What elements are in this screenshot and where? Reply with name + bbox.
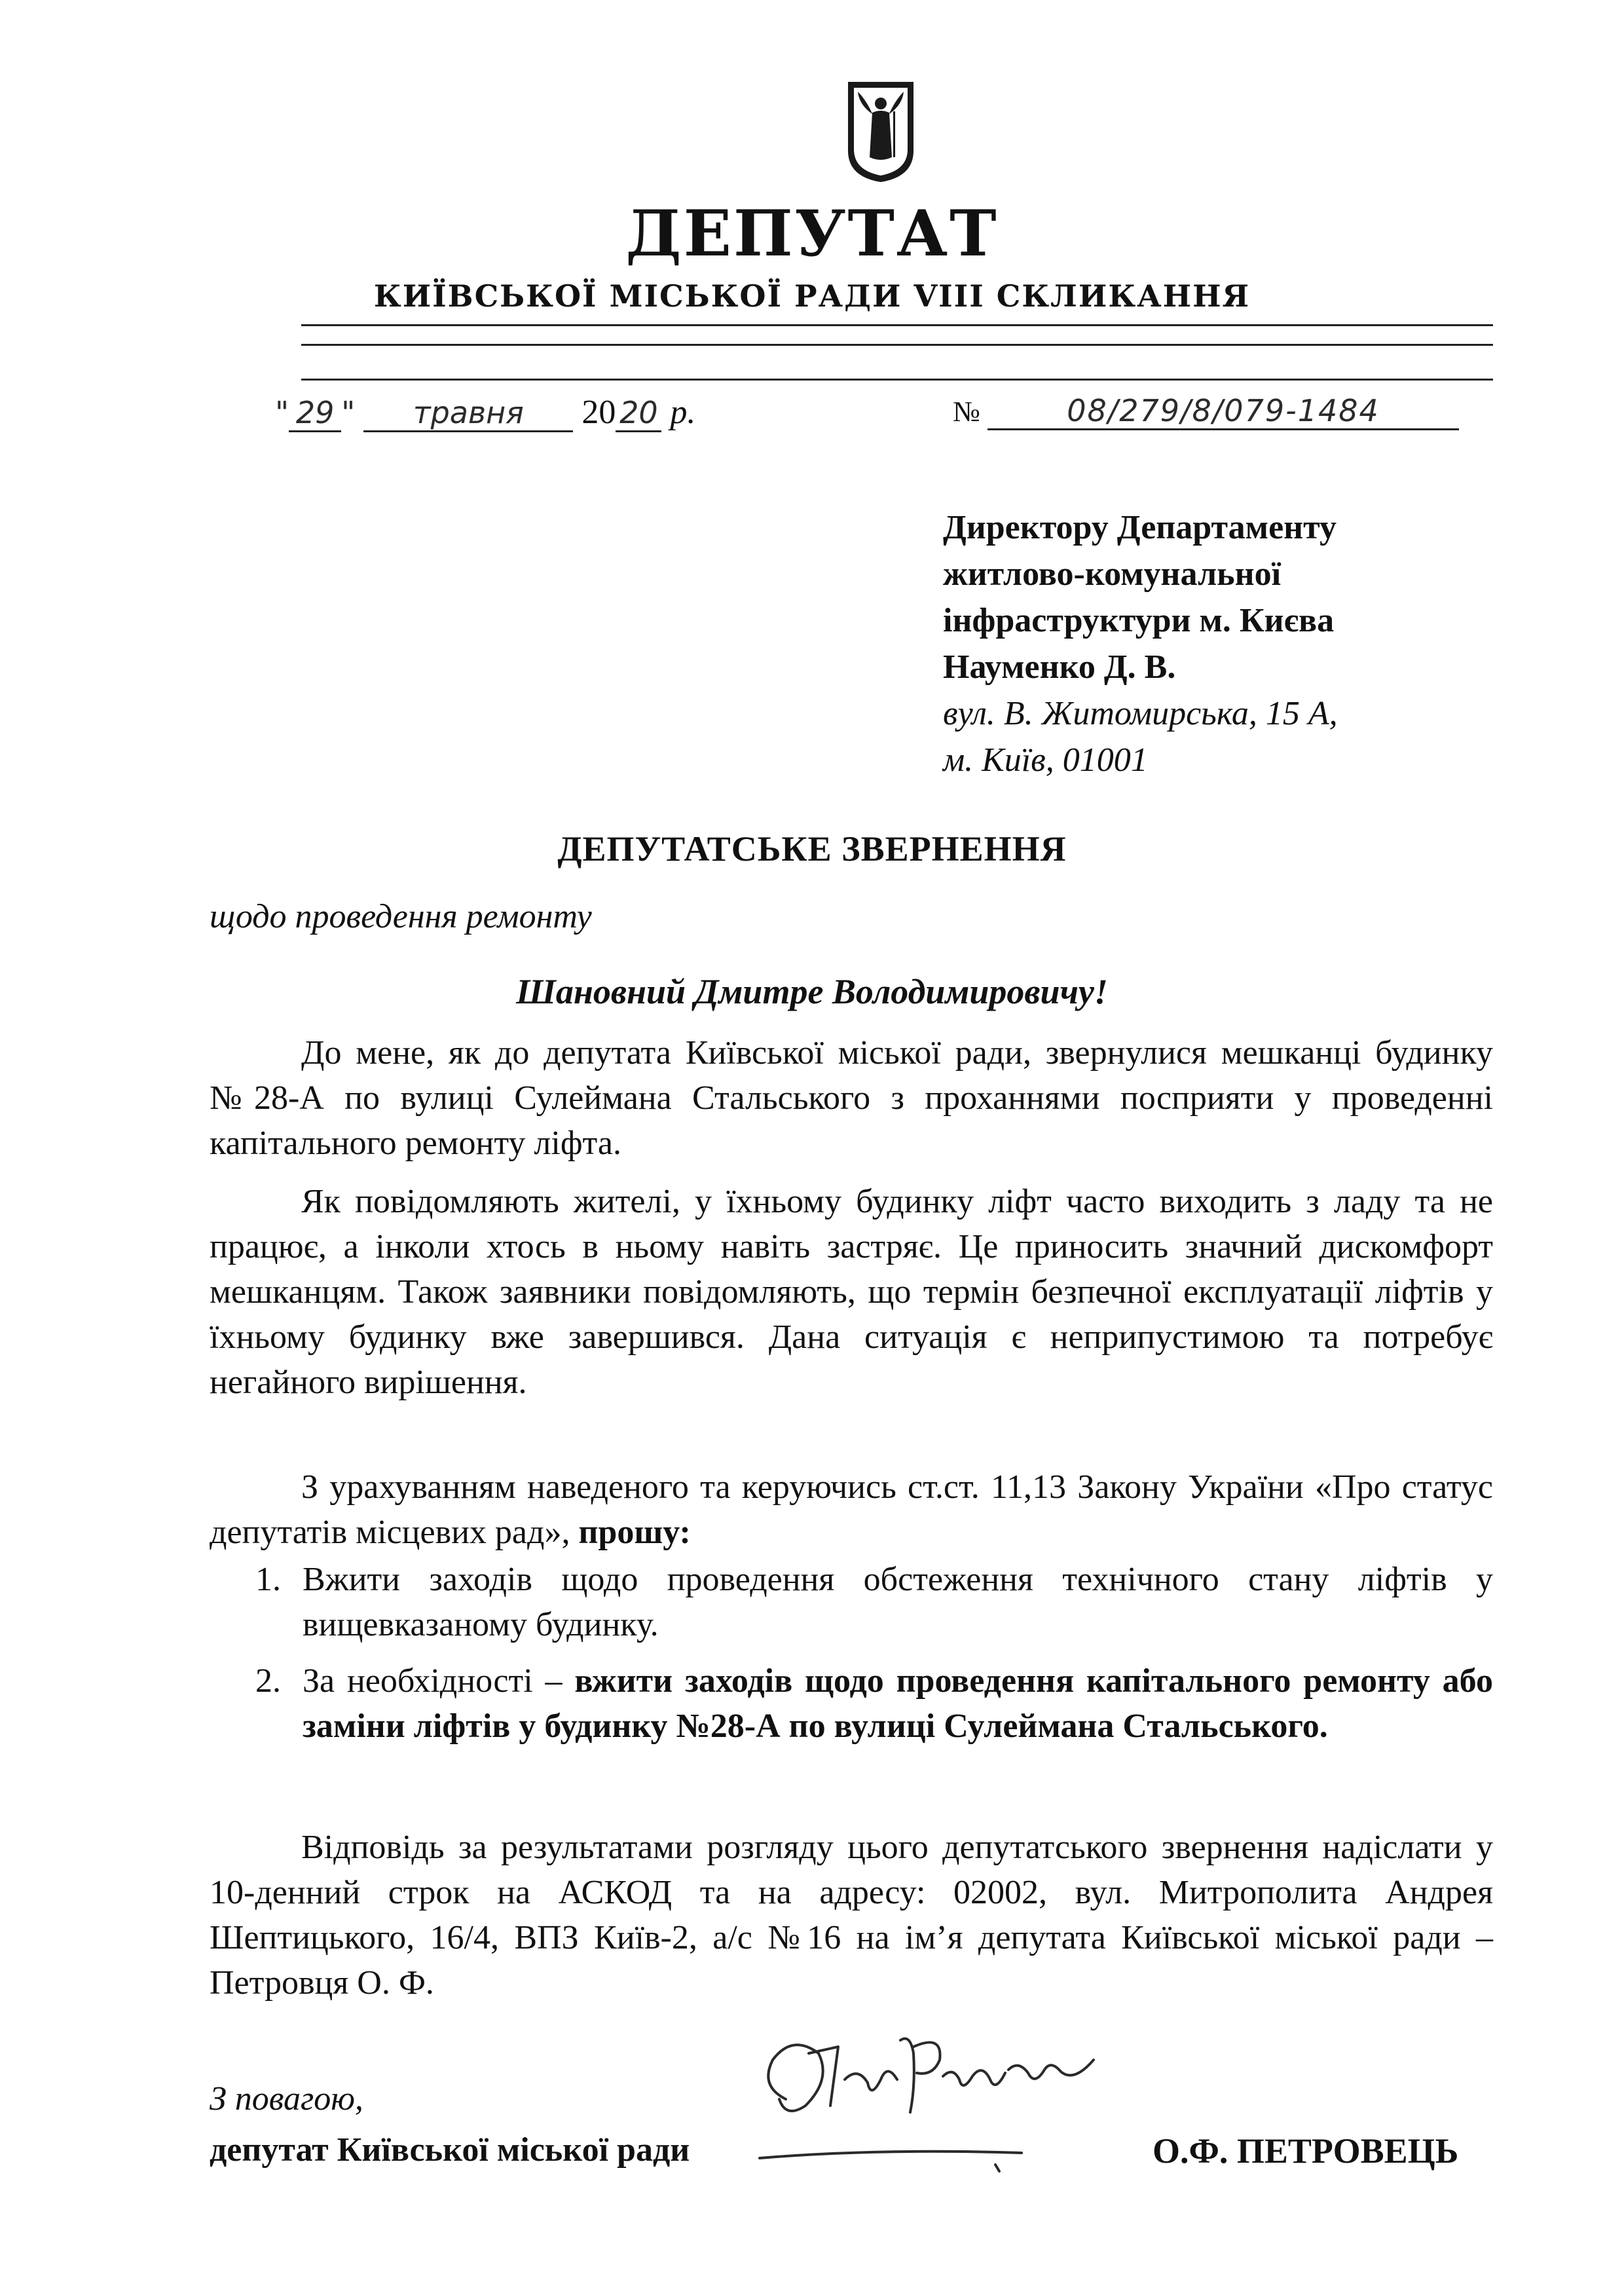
document-number	[953, 393, 1496, 452]
number-label: №	[953, 396, 980, 428]
paragraph-3-bold: прошу:	[578, 1514, 691, 1551]
date-suffix: р.	[670, 394, 696, 431]
addressee-address-2: м. Київ, 01001	[943, 741, 1148, 779]
letterhead-title: ДЕПУТАТ	[625, 196, 999, 271]
document-heading: ДЕПУТАТСЬКЕ ЗВЕРНЕННЯ	[557, 829, 1067, 868]
addressee-name: Науменко Д. В.	[943, 648, 1176, 686]
number-value: 08/279/8/079-1484	[987, 393, 1459, 430]
addressee-line-2: житлово-комунальної	[943, 555, 1282, 593]
addressee-line-3: інфраструктури м. Києва	[943, 602, 1335, 639]
list-item-2-text	[303, 1658, 1493, 1749]
paragraph-3	[210, 1465, 1493, 1555]
handwritten-signature	[747, 2007, 1153, 2184]
date-day: 29	[289, 395, 341, 432]
addressee-address-1: вул. В. Житомирська, 15 А,	[943, 695, 1338, 732]
signatory-name: О.Ф. ПЕТРОВЕЦЬ	[1153, 2131, 1459, 2171]
list-item-1-text: Вжити заходів щодо проведення обстеження технічного стану ліфтів у вищевказаному будинку.	[303, 1561, 1493, 1643]
closing-position: депутат Київської міської ради	[210, 2131, 690, 2169]
header-rule-middle	[301, 344, 1493, 346]
letterhead-subtitle: КИЇВСЬКОЇ МІСЬКОЇ РАДИ VIII СКЛИКАННЯ	[373, 278, 1251, 314]
document-subject: щодо проведення ремонту	[210, 898, 592, 935]
list-item-1	[255, 1557, 1493, 1647]
paragraph-3-text: З урахуванням наведеного та керуючись ст.ст. 11,13 Закону України «Про статус депутатів місцевих рад»,	[210, 1468, 1493, 1551]
addressee-block	[943, 504, 1532, 783]
closing-regards: З повагою,	[210, 2080, 363, 2118]
list-item-2-bold: вжити заходів щодо проведення капітального ремонту або заміни ліфтів у будинку №28-А по вулиці Сулеймана Стальського.	[303, 1662, 1493, 1745]
date-year-prefix: 20	[581, 394, 616, 431]
document-date: " 29 " травня 20 20 р.	[275, 394, 696, 431]
header-rule-top	[301, 324, 1493, 326]
paragraph-1: До мене, як до депутата Київської міської ради, звернулися мешканці будинку №28-А по вулиці Сулеймана Стальського з проханнями посприяти у проведенні капітального ремонту ліфта.	[210, 1034, 1493, 1162]
paragraph-4: Відповідь за результатами розгляду цього депутатського звернення надіслати у 10-денний строк на АСКОД та на адресу: 02002, вул. Митрополита Андрея Шептицького, 16/4, ВПЗ Київ-2, а/с №16 на ім’я депутата Київської міської ради – Петровця О. Ф.	[210, 1829, 1493, 2002]
paragraph-2: Як повідомляють жителі, у їхньому будинку ліфт часто виходить з ладу та не працює, а інколи хтось в ньому навіть застряє. Це приносить значний дискомфорт мешканцям. Також заявники повідомляють, що термін безпечної експлуатації ліфтів у їхньому будинку вже завершився. Дана ситуація є неприпустимою та потребує негайного вирішення.	[210, 1183, 1493, 1401]
list-item-1-number: 1.	[255, 1561, 281, 1598]
date-year: 20	[616, 395, 661, 432]
greeting: Шановний Дмитре Володимировичу!	[516, 972, 1108, 1011]
list-item-2-number: 2.	[255, 1662, 281, 1700]
list-item-2-plain: За необхідності –	[303, 1662, 575, 1700]
header-rule-bottom	[301, 379, 1493, 381]
list-item-2	[255, 1658, 1493, 1749]
kyiv-coat-of-arms-icon	[845, 79, 917, 185]
date-month: травня	[363, 395, 573, 432]
addressee-line-1: Директору Департаменту	[943, 509, 1337, 546]
